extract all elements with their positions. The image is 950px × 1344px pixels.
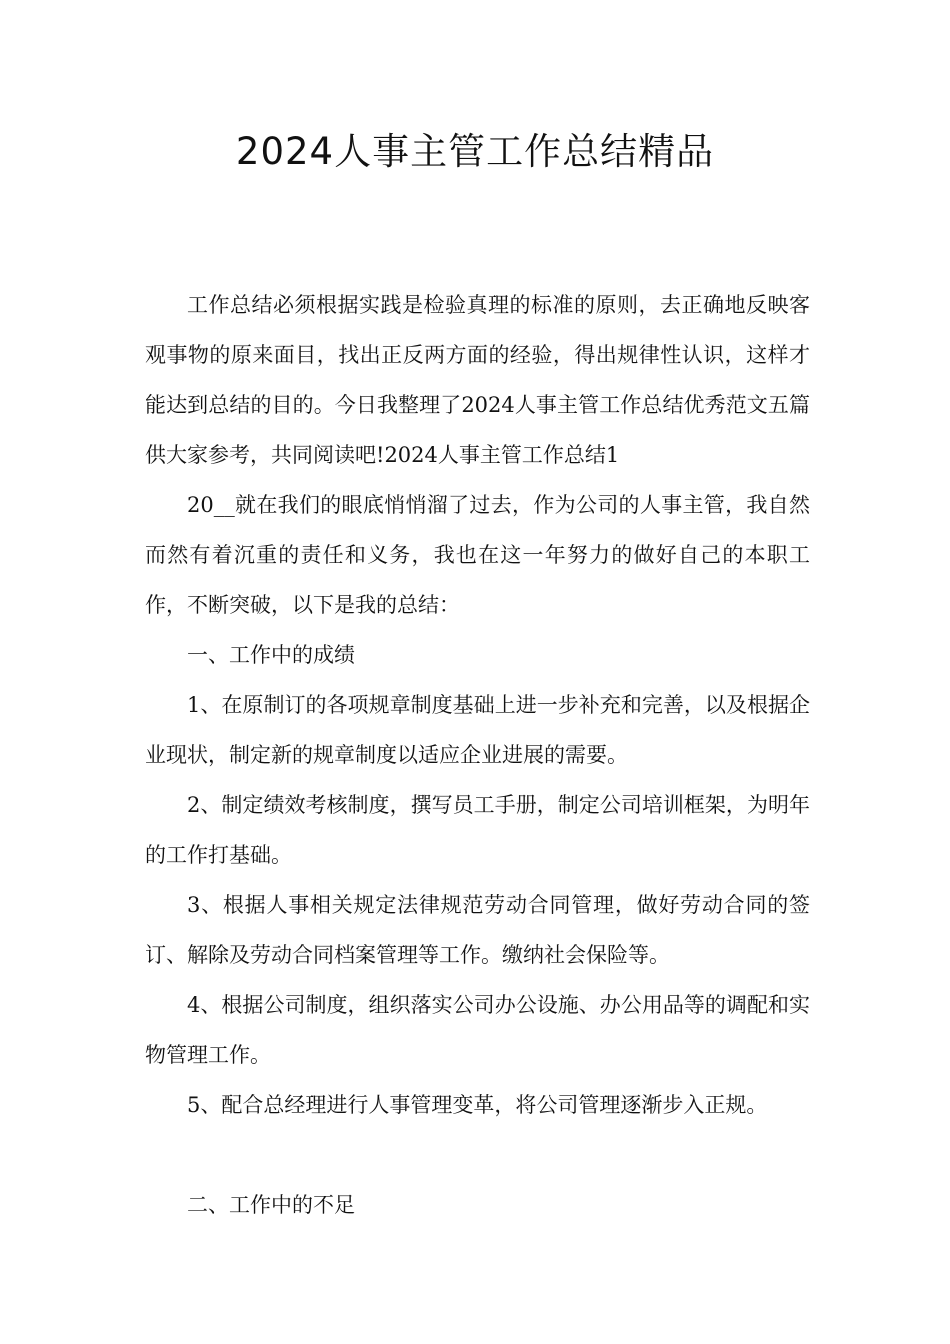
achievement-item-4: 4、根据公司制度，组织落实公司办公设施、办公用品等的调配和实物管理工作。	[145, 993, 810, 1067]
document-title: 2024人事主管工作总结精品	[235, 130, 715, 173]
section-heading-shortcomings: 二、工作中的不足	[187, 1193, 355, 1217]
document-body	[145, 280, 810, 1230]
achievement-item-3: 3、根据人事相关规定法律规范劳动合同管理，做好劳动合同的签订、解除及劳动合同档案管理等工作。缴纳社会保险等。	[145, 893, 810, 967]
achievement-item-2: 2、制定绩效考核制度，撰写员工手册，制定公司培训框架，为明年的工作打基础。	[145, 793, 810, 867]
section-heading-achievements: 一、工作中的成绩	[187, 643, 355, 667]
achievement-item-5: 5、配合总经理进行人事管理变革，将公司管理逐渐步入正规。	[187, 1093, 768, 1117]
opening-paragraph: 20__就在我们的眼底悄悄溜了过去，作为公司的人事主管，我自然而然有着沉重的责任和义务，我也在这一年努力的做好自己的本职工作，不断突破，以下是我的总结：	[145, 493, 810, 617]
intro-paragraph: 工作总结必须根据实践是检验真理的标准的原则，去正确地反映客观事物的原来面目，找出正反两方面的经验，得出规律性认识，这样才能达到总结的目的。今日我整理了2024人事主管工作总结优秀范文五篇供大家参考，共同阅读吧!2024人事主管工作总结1	[145, 293, 810, 467]
achievement-item-1: 1、在原制订的各项规章制度基础上进一步补充和完善，以及根据企业现状，制定新的规章制度以适应企业进展的需要。	[145, 693, 810, 767]
